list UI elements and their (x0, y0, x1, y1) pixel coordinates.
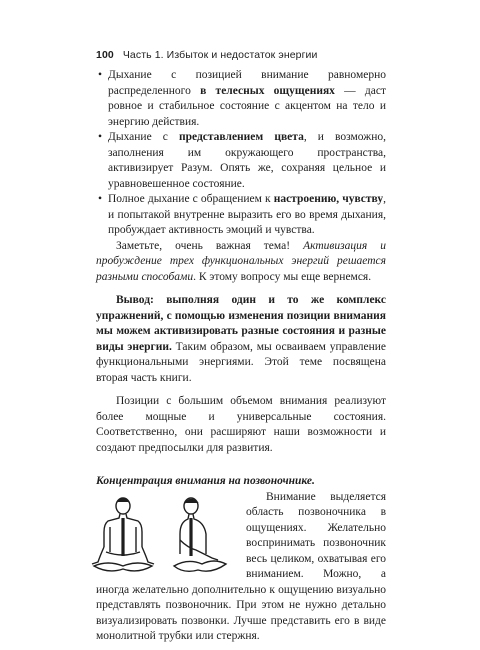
conclusion-paragraph: Вывод: выполняя один и то же комплекс упражнений, с помощью изменения позиции внимания мы можем активизировать разные состояния и разные виды энергии. Таким образом, мы осваиваем управление функциональными энергиями. Этой теме посвящена вторая часть книги. (96, 294, 387, 384)
meditation-illustration (88, 492, 238, 578)
positions-paragraph: Позиции с большим объемом внимания реализуют более мощные и универсальные состояния. Соответственно, они расширяют наши возможности и создают предпосылки для развития. (96, 395, 386, 454)
section-heading: Концентрация внимания на позвоночнике. (96, 475, 315, 487)
bullet-item: • Полное дыхание с обращением к настроению, чувству, и попытакой внутренне выразить его во время дыхания, пробуждает активность эмоций и чувства. (96, 192, 386, 239)
bullet-item: • Дыхание с представлением цвета, и возможно, заполнения им окружающего пространства, активизирует Разум. Опять же, сохраняя цельное и уравновешенное состояние. (96, 130, 386, 192)
bullet-item: • Дыхание с позицией внимание равномерно распределенного в телесных ощущениях — даст ровное и стабильное состояние с акцентом на тело и энергию действия. (96, 68, 386, 130)
seated-figure-front (92, 498, 154, 571)
note-paragraph: Заметьте, очень важная тема! Активизация и пробуждение трех функциональных энергий решается разными способами. К этому вопросу мы еще вернемся. (96, 239, 386, 283)
spine-paragraph: Внимание выделяется область позвоночника в ощущениях. Желательно воспринимать позвоночник весь целиком, охватывая его вниманием. Можно, а иногда желательно дополнительно к ощущению визуально представлять позвоночник. При этом не нужно детально визуализировать позвонки. Лучше представить его в виде монолитной трубки или стержня. (96, 490, 386, 642)
seated-figure-side (174, 498, 226, 571)
running-title: Часть 1. Избыток и недостаток энергии (122, 49, 318, 61)
page-header (96, 49, 317, 61)
page-number: 100 (96, 49, 114, 61)
page-body (96, 68, 386, 645)
